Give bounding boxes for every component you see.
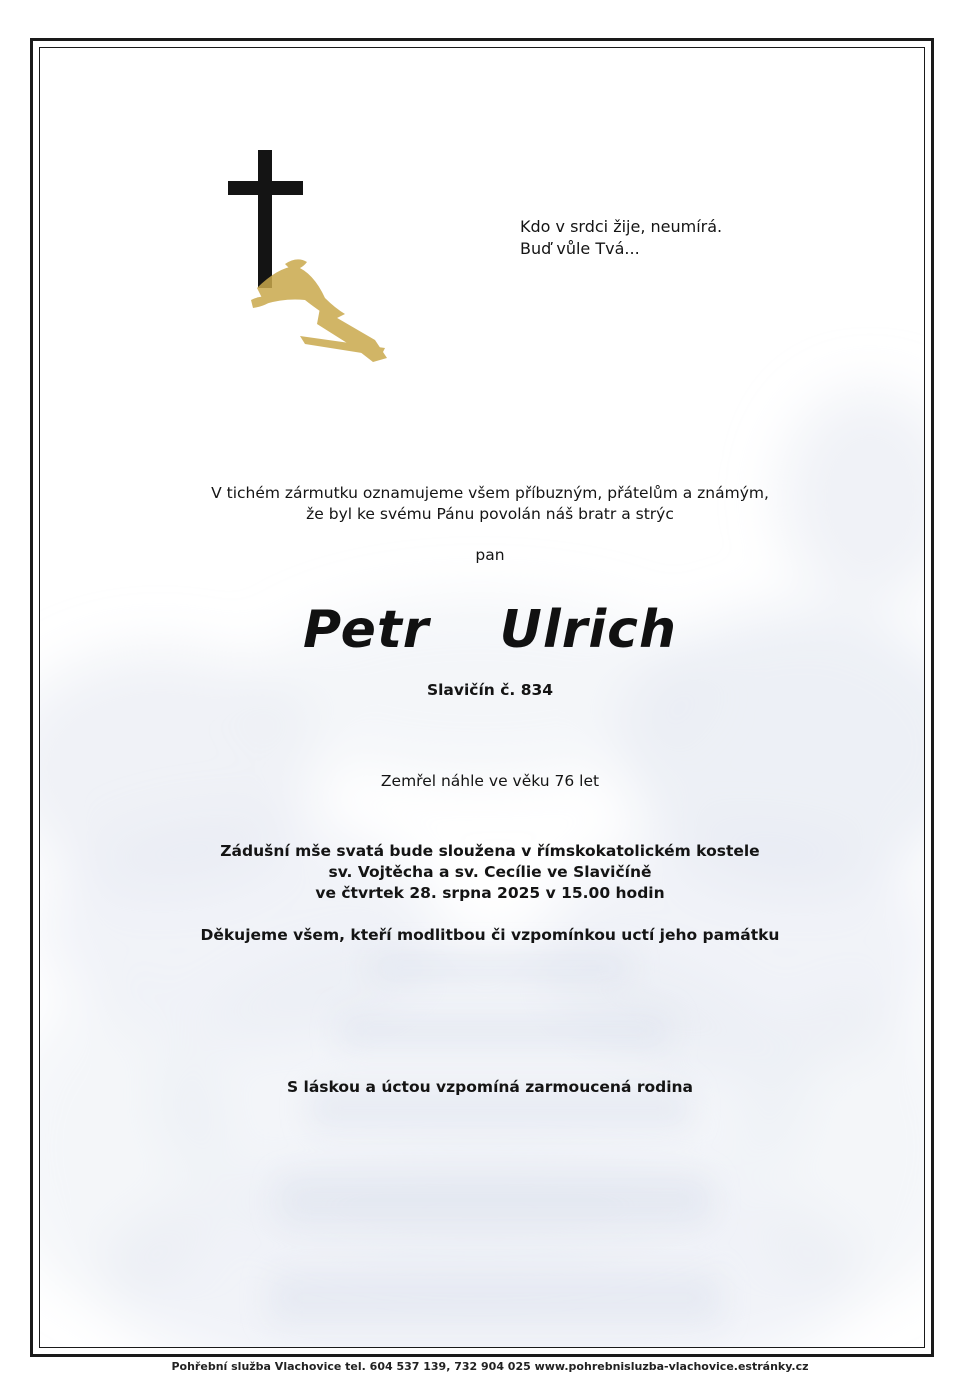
announcement — [0, 483, 980, 525]
funeral-service-footer: Pohřební služba Vlachovice tel. 604 537 139, 732 904 025 www.pohrebnisluzba-vlachovice.estránky.cz — [171, 1360, 809, 1373]
motto-line: Kdo v srdci žije, neumírá. — [520, 217, 723, 236]
mass-info — [0, 841, 980, 904]
death-note: Zemřel náhle ve věku 76 let — [380, 772, 600, 790]
motto — [520, 216, 722, 260]
mass-line: ve čtvrtek 28. srpna 2025 v 15.00 hodin — [315, 884, 665, 902]
family-signature: S láskou a úctou vzpomíná zarmoucená rodina — [286, 1078, 694, 1096]
title-pan: pan — [475, 546, 505, 564]
deceased-address: Slavičín č. 834 — [426, 681, 554, 699]
motto-line: Buď vůle Tvá... — [520, 239, 640, 258]
announcement-line: že byl ke svému Pánu povolán náš bratr a strýc — [306, 505, 674, 523]
deceased-name: Petr Ulrich — [302, 600, 678, 660]
announcement-line: V tichém zármutku oznamujeme všem příbuzným, přátelům a známým, — [211, 484, 769, 502]
thanks-text: Děkujeme všem, kteří modlitbou či vzpomínkou uctí jeho památku — [200, 926, 780, 944]
cross-with-branch-icon — [225, 148, 395, 373]
mass-line: sv. Vojtěcha a sv. Cecílie ve Slavičíně — [328, 863, 652, 881]
mass-line: Zádušní mše svatá bude sloužena v římskokatolickém kostele — [220, 842, 760, 860]
